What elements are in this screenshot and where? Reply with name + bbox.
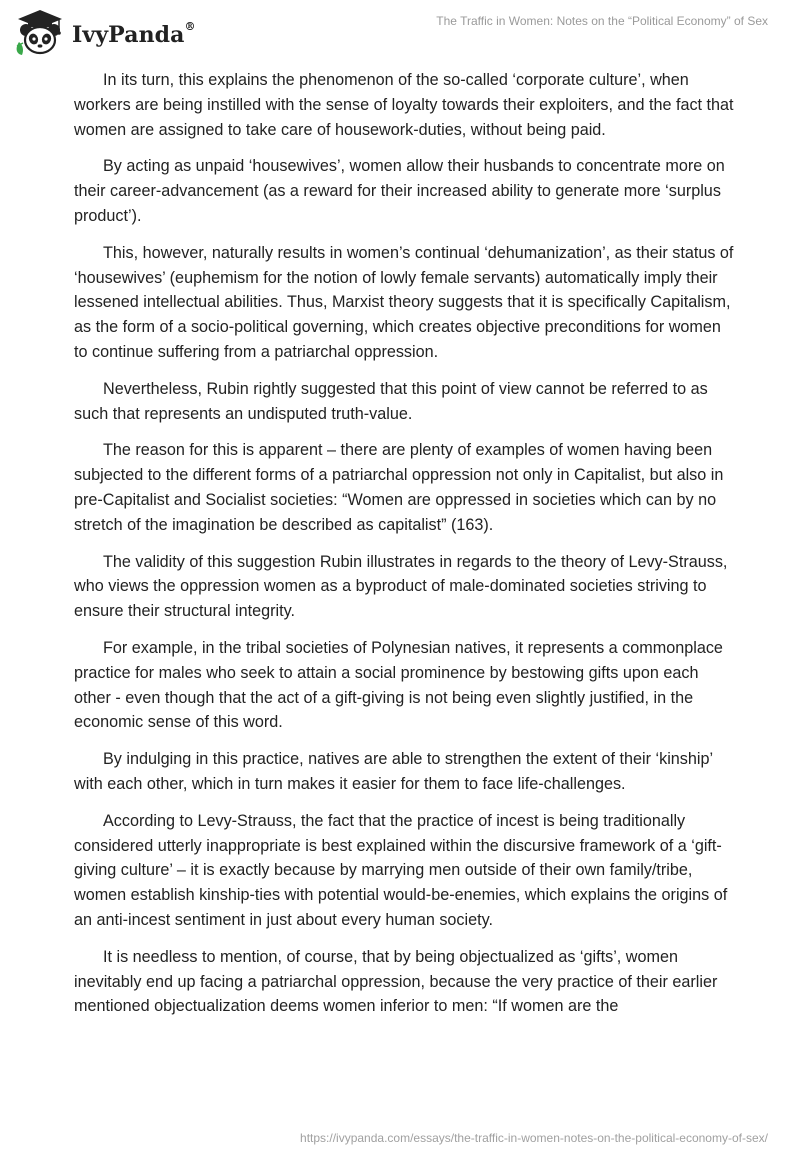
paragraph: By indulging in this practice, natives are able to strengthen the extent of their ‘kinship’ with each other, which in turn makes it easier for them to face life-challenges. (74, 750, 713, 793)
essay-body (74, 68, 734, 1031)
paragraph: Nevertheless, Rubin rightly suggested that this point of view cannot be referred to as such that represents an undisputed truth-value. (74, 379, 708, 423)
page-header (0, 0, 800, 60)
source-url-link[interactable]: https://ivypanda.com/essays/the-traffic-in-women-notes-on-the-political-economy-of-sex/ (300, 1131, 768, 1145)
brand-logo[interactable] (14, 8, 196, 58)
registered-mark: ® (184, 19, 196, 33)
paragraph: According to Levy-Strauss, the fact that the practice of incest is being traditionally considered utterly inappropriate is best explained within the discursive framework of a ‘gift-giving culture’ – it is exactly because by marrying men outside of their own family/tribe, women establish kinship-ties with potential would-be-enemies, which explains the origins of an anti-incest sentiment in just about every human society. (74, 811, 728, 929)
paragraph: It is needless to mention, of course, that by being objectualized as ‘gifts’, women inevitably end up facing a patriarchal oppression, because the very practice of their earlier mentioned objectualization deems women inferior to men: “If women are the (74, 947, 718, 1016)
paragraph: In its turn, this explains the phenomenon of the so-called ‘corporate culture’, when workers are being instilled with the sense of loyalty towards their exploiters, and the fact that women are assigned to take care of housework-duties, without being paid. (74, 71, 734, 139)
paragraph: For example, in the tribal societies of Polynesian natives, it represents a commonplace practice for males who seek to attain a social prominence by bestowing gifts upon each other - even though that the act of a gift-giving is not being even slightly justified, in the economic sense of this word. (74, 638, 723, 732)
paragraph: This, however, naturally results in women’s continual ‘dehumanization’, as their status of ‘housewives’ (euphemism for the notion of lowly female servants) automatically imply their lessened intellectual abilities. Thus, Marxist theory suggests that it is specifically Capitalism, as the form of a socio-political governing, which creates objective preconditions for women to continue suffering from a patriarchal oppression. (74, 243, 734, 361)
paragraph: By acting as unpaid ‘housewives’, women allow their husbands to concentrate more on their career-advancement (as a reward for their increased ability to generate more ‘surplus product’). (74, 157, 725, 225)
brand-name: IvyPanda® (72, 19, 196, 48)
paragraph: The reason for this is apparent – there are plenty of examples of women having been subjected to the different forms of a patriarchal oppression not only in Capitalist, but also in pre-Capitalist and Socialist societies: “Women are oppressed in societies which can by no stretch of the imagination be described as capitalist” (163). (74, 441, 724, 534)
paragraph: The validity of this suggestion Rubin illustrates in regards to the theory of Levy-Strauss, who views the oppression women as a byproduct of male-dominated societies striving to ensure their structural integrity. (74, 552, 728, 621)
document-title: The Traffic in Women: Notes on the “Political Economy” of Sex (436, 14, 768, 28)
panda-graduate-icon (14, 8, 66, 58)
